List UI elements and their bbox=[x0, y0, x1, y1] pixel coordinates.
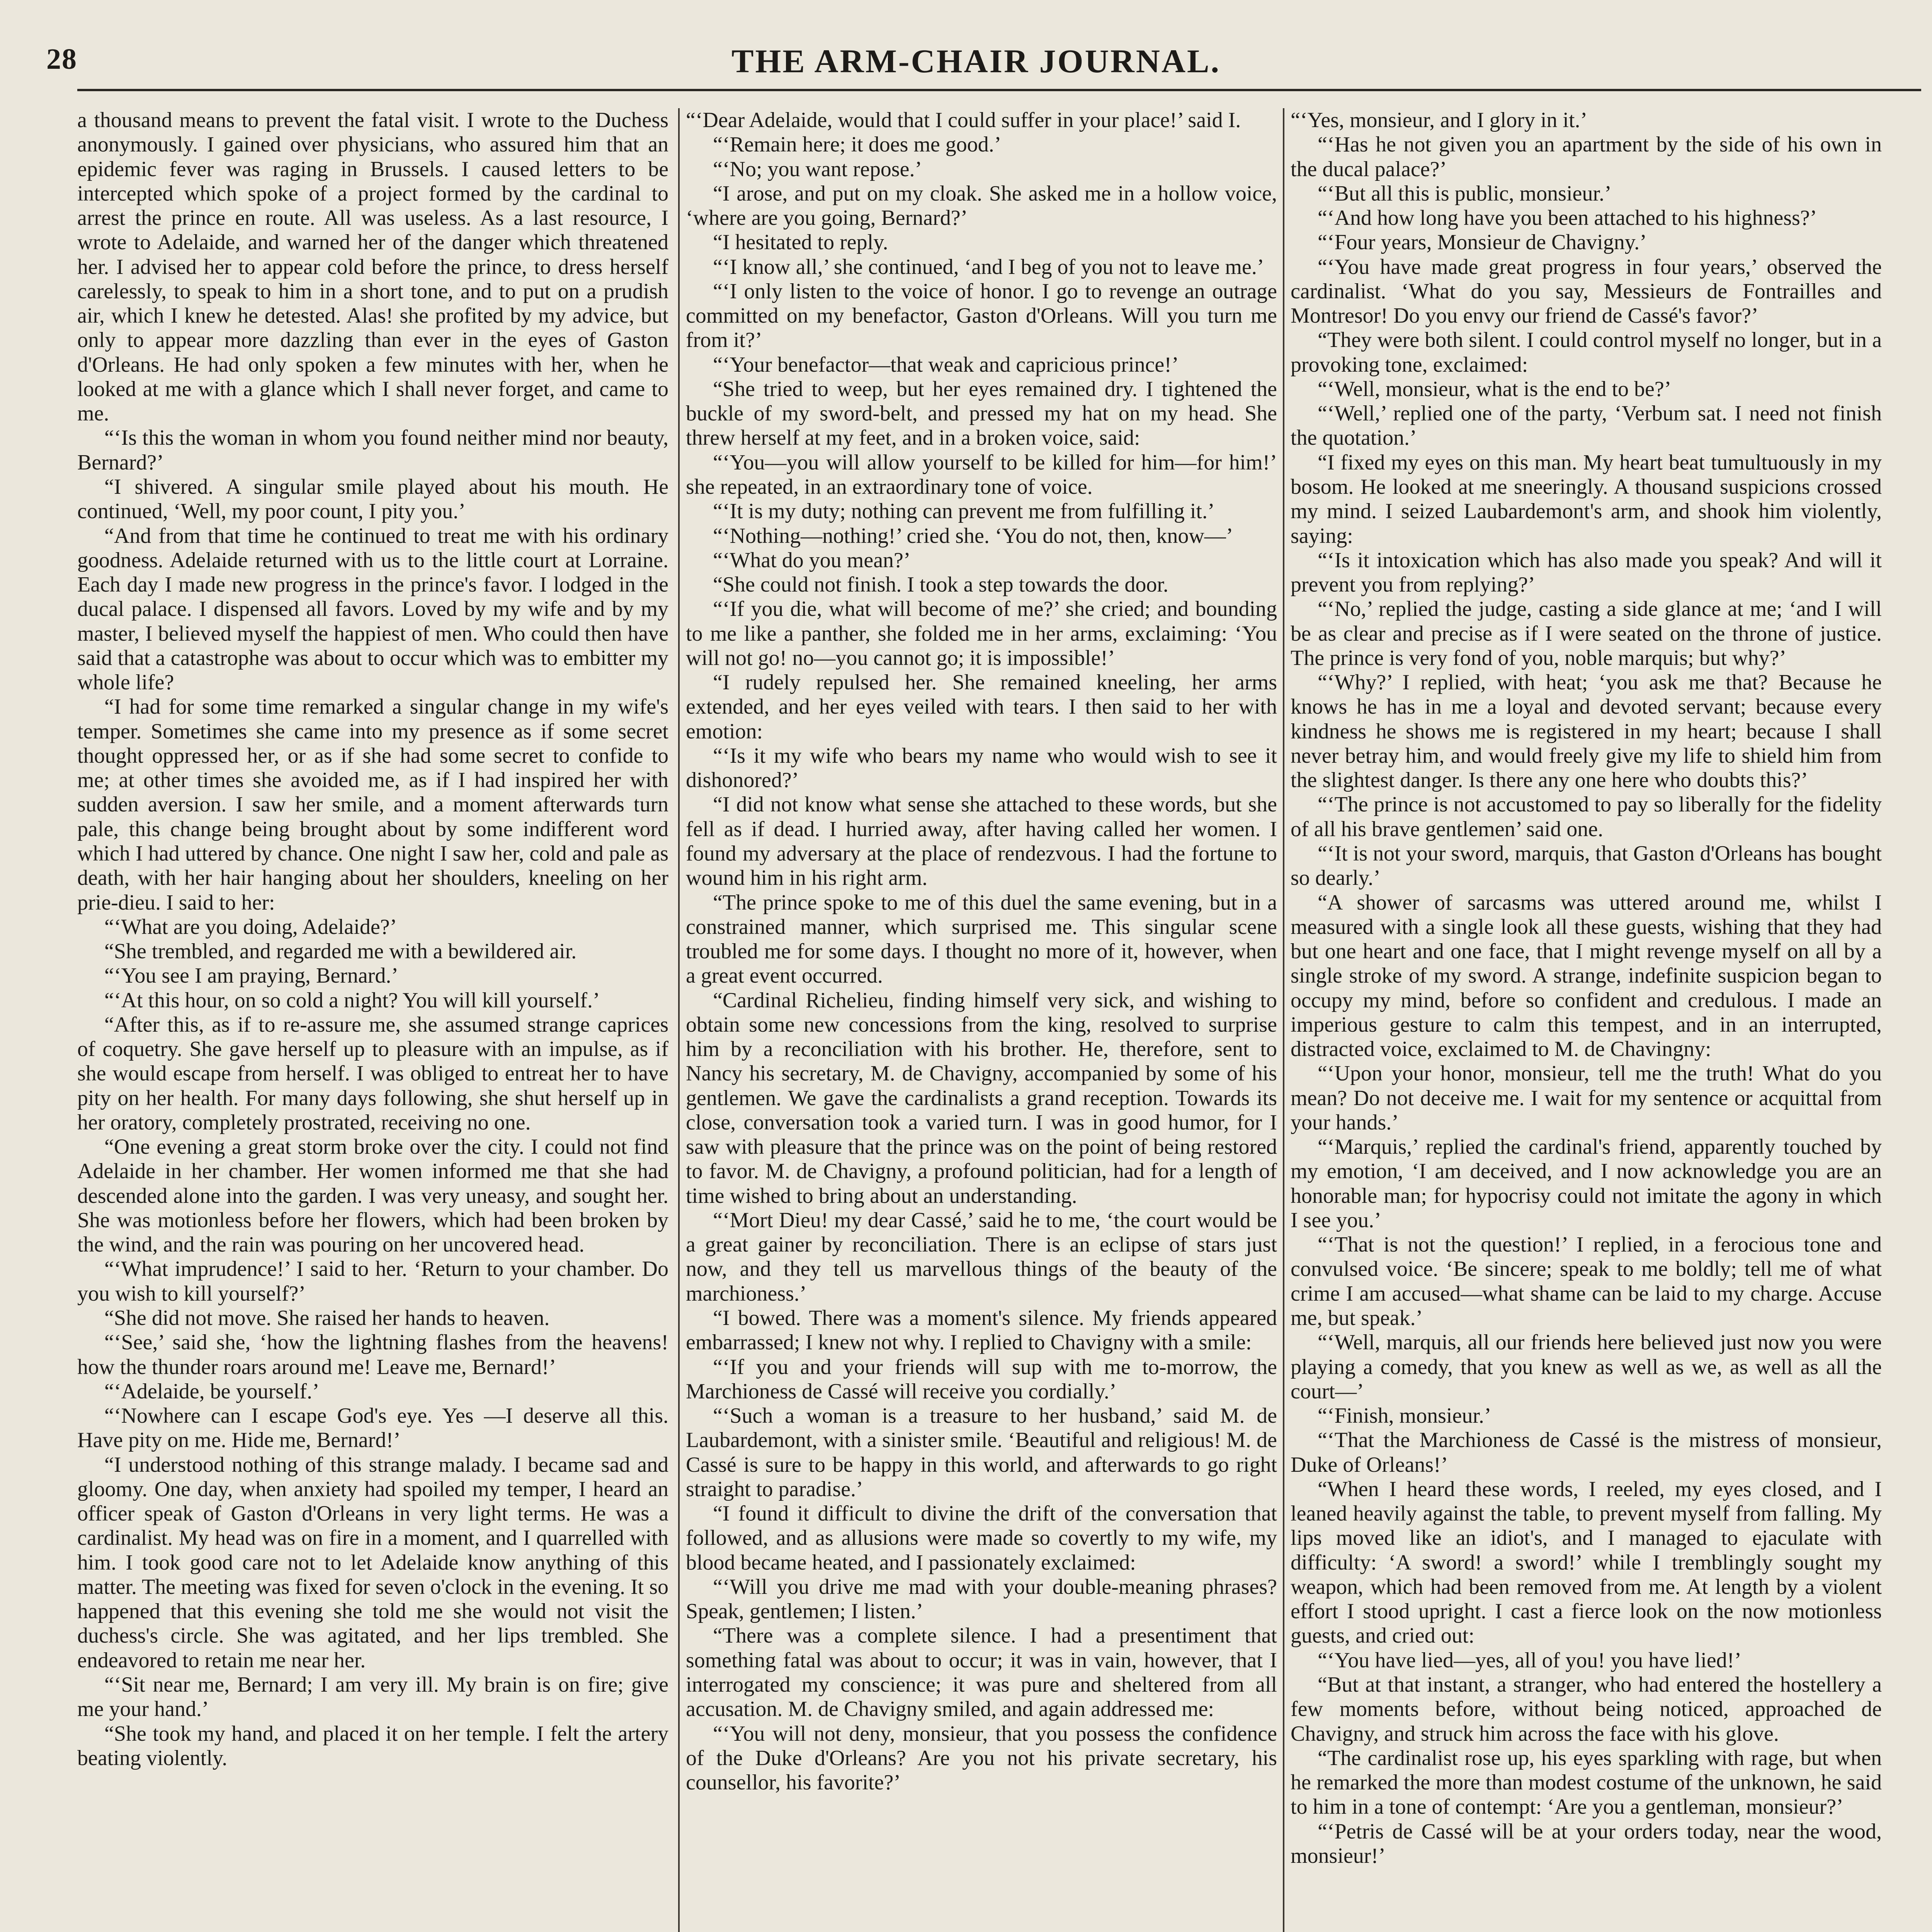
paragraph: “‘Well,’ replied one of the party, ‘Verbum sat. I need not finish the quotation.’ bbox=[1291, 401, 1882, 450]
paragraph: “‘Well, monsieur, what is the end to be?’ bbox=[1318, 377, 1672, 401]
paragraph: “‘That the Marchioness de Cassé is the mistress of monsieur, Duke of Orleans!’ bbox=[1291, 1428, 1882, 1477]
paragraph: “‘The prince is not accustomed to pay so liberally for the fidelity of all his brave gentlemen’ said one. bbox=[1291, 793, 1882, 841]
paragraph: “‘Mort Dieu! my dear Cassé,’ said he to me, ‘the court would be a great gainer by reconciliation. There is an eclipse of stars just now, and they tell us marvellous things of the beauty of the marchioness.’ bbox=[686, 1208, 1277, 1306]
paragraph: “‘Sit near me, Bernard; I am very ill. My brain is on fire; give me your hand.’ bbox=[77, 1673, 668, 1721]
paragraph: “I shivered. A singular smile played about his mouth. He continued, ‘Well, my poor count, I pity you.’ bbox=[77, 474, 668, 524]
paragraph: “I rudely repulsed her. She remained kneeling, her arms extended, and her eyes veiled with tears. I then said to her with emotion: bbox=[686, 670, 1277, 743]
paragraph: “‘Petris de Cassé will be at your orders today, near the wood, monsieur!’ bbox=[1291, 1819, 1882, 1868]
paragraph: “When I heard these words, I reeled, my eyes closed, and I leaned heavily against the table, to prevent myself from falling. My lips moved like an idiot's, and I managed to ejaculate with difficulty: ‘A sword! a sword!’ while I tremblingly sought my weapon, which had been removed from me. At length by a violent effort I stood upright. I cast a fierce look on the now motionless guests, and cried out: bbox=[1291, 1477, 1882, 1648]
paragraph: “‘What are you doing, Adelaide?’ bbox=[104, 915, 397, 939]
text-column-2 bbox=[686, 108, 1277, 1932]
paragraph: “‘Is it my wife who bears my name who would wish to see it dishonored?’ bbox=[686, 743, 1277, 793]
paragraph: “‘Nothing—nothing!’ cried she. ‘You do not, then, know—’ bbox=[713, 524, 1233, 548]
paragraph: “‘Finish, monsieur.’ bbox=[1318, 1404, 1492, 1428]
paragraph: “‘See,’ said she, ‘how the lightning flashes from the heavens! how the thunder roars around me! Leave me, Bernard!’ bbox=[77, 1330, 668, 1379]
paragraph: “‘Adelaide, be yourself.’ bbox=[104, 1379, 320, 1403]
column-divider bbox=[1283, 108, 1284, 1932]
paragraph: “‘Has he not given you an apartment by the side of his own in the ducal palace?’ bbox=[1291, 133, 1882, 181]
paragraph: “‘Will you drive me mad with your double-meaning phrases? Speak, gentlemen; I listen.’ bbox=[686, 1575, 1277, 1624]
paragraph: “‘Is this the woman in whom you found neither mind nor beauty, Bernard?’ bbox=[77, 426, 668, 474]
paragraph: “I had for some time remarked a singular change in my wife's temper. Sometimes she came into my presence as if some secret thought oppressed her, or as if she had some secret to confide to me; at other times she avoided me, as if I had inspired her with sudden aversion. I saw her smile, and a moment afterwards turn pale, this change being brought about by some indifferent word which I had uttered by chance. One night I saw her, cold and pale as death, with her hair hanging about her shoulders, kneeling on her prie-dieu. I said to her: bbox=[77, 695, 668, 915]
paragraph: “‘But all this is public, monsieur.’ bbox=[1318, 181, 1612, 206]
paragraph: “‘Your benefactor—that weak and capricious prince!’ bbox=[713, 352, 1179, 377]
paragraph: “‘I know all,’ she continued, ‘and I beg of you not to leave me.’ bbox=[713, 255, 1264, 279]
paragraph: “I fixed my eyes on this man. My heart beat tumultuously in my bosom. He looked at me sneeringly. A thousand suspicions crossed my mind. I seized Laubardemont's arm, and shook him violently, saying: bbox=[1291, 450, 1882, 548]
paragraph: “‘Four years, Monsieur de Chavigny.’ bbox=[1318, 230, 1647, 255]
column-divider bbox=[678, 108, 680, 1932]
paragraph: “‘Yes, monsieur, and I glory in it.’ bbox=[1291, 108, 1588, 132]
paragraph: “She trembled, and regarded me with a bewildered air. bbox=[104, 939, 577, 964]
paragraph: “‘If you and your friends will sup with me to-morrow, the Marchioness de Cassé will receive you cordially.’ bbox=[686, 1355, 1277, 1403]
paragraph: “Cardinal Richelieu, finding himself very sick, and wishing to obtain some new concessions from the king, resolved to surprise him by a reconciliation with his brother. He, therefore, sent to Nancy his secretary, M. de Chavigny, accompanied by some of his gentlemen. We gave the cardinalists a grand reception. Towards its close, conversation took a varied turn. I was in good humor, for I saw with pleasure that the prince was on the point of being restored to favor. M. de Chavigny, a profound politician, had for a length of time wished to bring about an understanding. bbox=[686, 988, 1277, 1208]
paragraph: “She did not move. She raised her hands to heaven. bbox=[104, 1306, 550, 1330]
paragraph: “I found it difficult to divine the drift of the conversation that followed, and as allusions were made so covertly to my wife, my blood became heated, and I passionately exclaimed: bbox=[686, 1502, 1277, 1575]
paragraph: “‘Is it intoxication which has also made you speak? And will it prevent you from replying?’ bbox=[1291, 548, 1882, 597]
paragraph: “But at that instant, a stranger, who had entered the hostellery a few moments before, without being noticed, approached de Chavigny, and struck him across the face with his glove. bbox=[1291, 1673, 1882, 1746]
paragraph: “‘That is not the question!’ I replied, in a ferocious tone and convulsed voice. ‘Be sincere; speak to me boldly; tell me of what crime I am accused—what shame can be laid to my charge. Accuse me, but speak.’ bbox=[1291, 1233, 1882, 1330]
paragraph: “She tried to weep, but her eyes remained dry. I tightened the buckle of my sword-belt, and pressed my hat on my head. She threw herself at my feet, and in a broken voice, said: bbox=[686, 377, 1277, 450]
paragraph: “‘What imprudence!’ I said to her. ‘Return to your chamber. Do you wish to kill yourself?’ bbox=[77, 1257, 668, 1306]
paragraph: “I hesitated to reply. bbox=[713, 230, 888, 255]
paragraph: “‘Dear Adelaide, would that I could suffer in your place!’ said I. bbox=[686, 108, 1241, 132]
paragraph: a thousand means to prevent the fatal visit. I wrote to the Duchess anonymously. I gained over physicians, who assured him that an epidemic fever was raging in Brussels. I caused letters to be intercepted which spoke of a project formed by the cardinal to arrest the prince en route. All was useless. As a last resource, I wrote to Adelaide, and warned her of the danger which threatened her. I advised her to appear cold before the prince, to dress herself carelessly, to speak to him in a short tone, and to put on a prudish air, which I knew he detested. Alas! she profited by my advice, but only to appear more dazzling than ever in the eyes of Gaston d'Orleans. He had only spoken a few minutes with her, when he looked at me with a glance which I shall never forget, and came to me. bbox=[77, 108, 668, 426]
text-column-1 bbox=[77, 108, 668, 1932]
page-number: 28 bbox=[46, 43, 77, 75]
paragraph: “‘Marquis,’ replied the cardinal's friend, apparently touched by my emotion, ‘I am deceived, and I now acknowledge you are an honorable man; for hypocrisy could not imitate the agony in which I see you.’ bbox=[1291, 1135, 1882, 1232]
paragraph: “A shower of sarcasms was uttered around me, whilst I measured with a single look all these guests, wishing that they had but one heart and one face, that I might revenge myself on all by a single stroke of my sword. A strange, indefinite suspicion began to occupy my mind, before so confident and credulous. I made an imperious gesture to calm this tempest, and in an interrupted, distracted voice, exclaimed to M. de Chavingny: bbox=[1291, 890, 1882, 1061]
journal-title: THE ARM-CHAIR JOURNAL. bbox=[731, 43, 1221, 80]
paragraph: “I understood nothing of this strange malady. I became sad and gloomy. One day, when anxiety had spoiled my temper, I heard an officer speak of Gaston d'Orleans in very light terms. He was a cardinalist. My head was on fire in a moment, and I quarrelled with him. I took good care not to let Adelaide know anything of this matter. The meeting was fixed for seven o'clock in the evening. It so happened that this evening she told me she would not visit the duchess's circle. She was agitated, and her lips trembled. She endeavored to retain me near her. bbox=[77, 1452, 668, 1672]
header-rule bbox=[77, 89, 1921, 91]
paragraph: “‘Such a woman is a treasure to her husband,’ said M. de Laubardemont, with a sinister smile. ‘Beautiful and religious! M. de Cassé is sure to be happy in this world, and afterwards to go right straight to paradise.’ bbox=[686, 1404, 1277, 1501]
paragraph: “‘Well, marquis, all our friends here believed just now you were playing a comedy, that you knew as well as we, as well as all the court—’ bbox=[1291, 1330, 1882, 1403]
paragraph: “‘Why?’ I replied, with heat; ‘you ask me that? Because he knows he has in me a loyal and devoted servant; because every kindness he shows me is registered in my heart; because I shall never betray him, and would freely give my life to shield him from the slightest danger. Is there any one here who doubts this?’ bbox=[1291, 670, 1882, 793]
paragraph: “‘What do you mean?’ bbox=[713, 548, 911, 572]
paragraph: “‘Remain here; it does me good.’ bbox=[713, 133, 1002, 157]
paragraph: “‘At this hour, on so cold a night? You will kill yourself.’ bbox=[104, 988, 600, 1012]
paragraph: “And from that time he continued to treat me with his ordinary goodness. Adelaide returned with us to the little court at Lorraine. Each day I made new progress in the prince's favor. I lodged in the ducal palace. I dispensed all favors. Loved by my wife and by my master, I believed myself the happiest of men. Who could then have said that a catastrophe was about to occur which was to embitter my whole life? bbox=[77, 524, 668, 695]
paragraph: “‘You have made great progress in four years,’ observed the cardinalist. ‘What do you say, Messieurs de Fontrailles and Montresor! Do you envy our friend de Cassé's favor?’ bbox=[1291, 255, 1882, 328]
paragraph: “She took my hand, and placed it on her temple. I felt the artery beating violently. bbox=[77, 1721, 668, 1770]
paragraph: “‘It is my duty; nothing can prevent me from fulfilling it.’ bbox=[713, 499, 1215, 524]
paragraph: “‘And how long have you been attached to his highness?’ bbox=[1318, 206, 1817, 230]
paragraph: “I arose, and put on my cloak. She asked me in a hollow voice, ‘where are you going, Bernard?’ bbox=[686, 181, 1277, 230]
paragraph: “‘No,’ replied the judge, casting a side glance at me; ‘and I will be as clear and precise as if I were seated on the throne of justice. The prince is very fond of you, noble marquis; but why?’ bbox=[1291, 597, 1882, 670]
paragraph: “I bowed. There was a moment's silence. My friends appeared embarrassed; I knew not why. I replied to Chavigny with a smile: bbox=[686, 1306, 1277, 1355]
paragraph: “After this, as if to re-assure me, she assumed strange caprices of coquetry. She gave herself up to pleasure with an impulse, as if she would escape from herself. I was obliged to entreat her to have pity on her health. For many days following, she shut herself up in her oratory, completely prostrated, receiving no one. bbox=[77, 1012, 668, 1134]
paragraph: “‘It is not your sword, marquis, that Gaston d'Orleans has bought so dearly.’ bbox=[1291, 841, 1882, 890]
paragraph: “‘Upon your honor, monsieur, tell me the truth! What do you mean? Do not deceive me. I wait for my sentence or acquittal from your hands.’ bbox=[1291, 1061, 1882, 1134]
paragraph: “‘Nowhere can I escape God's eye. Yes —I deserve all this. Have pity on me. Hide me, Bernard!’ bbox=[77, 1404, 668, 1452]
paragraph: “‘If you die, what will become of me?’ she cried; and bounding to me like a panther, she folded me in her arms, exclaiming: ‘You will not go! no—you cannot go; it is impossible!’ bbox=[686, 597, 1277, 670]
paragraph: “‘No; you want repose.’ bbox=[713, 157, 922, 181]
paragraph: “‘You have lied—yes, all of you! you have lied!’ bbox=[1318, 1648, 1742, 1672]
paragraph: “‘You—you will allow yourself to be killed for him—for him!’ she repeated, in an extraordinary tone of voice. bbox=[686, 450, 1277, 499]
paragraph: “The cardinalist rose up, his eyes sparkling with rage, but when he remarked the more than modest costume of the unknown, he said to him in a tone of contempt: ‘Are you a gentleman, monsieur?’ bbox=[1291, 1746, 1882, 1819]
paragraph: “‘You see I am praying, Bernard.’ bbox=[104, 964, 398, 988]
paragraph: “There was a complete silence. I had a presentiment that something fatal was about to occur; it was in vain, however, that I interrogated my conscience; it was pure and sheltered from all accusation. M. de Chavigny smiled, and again addressed me: bbox=[686, 1624, 1277, 1721]
paragraph: “‘You will not deny, monsieur, that you possess the confidence of the Duke d'Orleans? Are you not his private secretary, his counsellor, his favorite?’ bbox=[686, 1721, 1277, 1795]
paragraph: “I did not know what sense she attached to these words, but she fell as if dead. I hurried away, after having called her women. I found my adversary at the place of rendezvous. I had the fortune to wound him in his right arm. bbox=[686, 793, 1277, 890]
paragraph: “‘I only listen to the voice of honor. I go to revenge an outrage committed on my benefactor, Gaston d'Orleans. Will you turn me from it?’ bbox=[686, 279, 1277, 352]
text-column-3 bbox=[1291, 108, 1882, 1932]
paragraph: “She could not finish. I took a step towards the door. bbox=[713, 573, 1168, 597]
paragraph: “They were both silent. I could control myself no longer, but in a provoking tone, exclaimed: bbox=[1291, 328, 1882, 377]
paragraph: “One evening a great storm broke over the city. I could not find Adelaide in her chamber. Her women informed me that she had descended alone into the garden. I was very uneasy, and sought her. She was motionless before her flowers, which had been broken by the wind, and the rain was pouring on her uncovered head. bbox=[77, 1135, 668, 1257]
paragraph: “The prince spoke to me of this duel the same evening, but in a constrained manner, which surprised me. This singular scene troubled me for some days. I thought no more of it, however, when a great event occurred. bbox=[686, 890, 1277, 988]
